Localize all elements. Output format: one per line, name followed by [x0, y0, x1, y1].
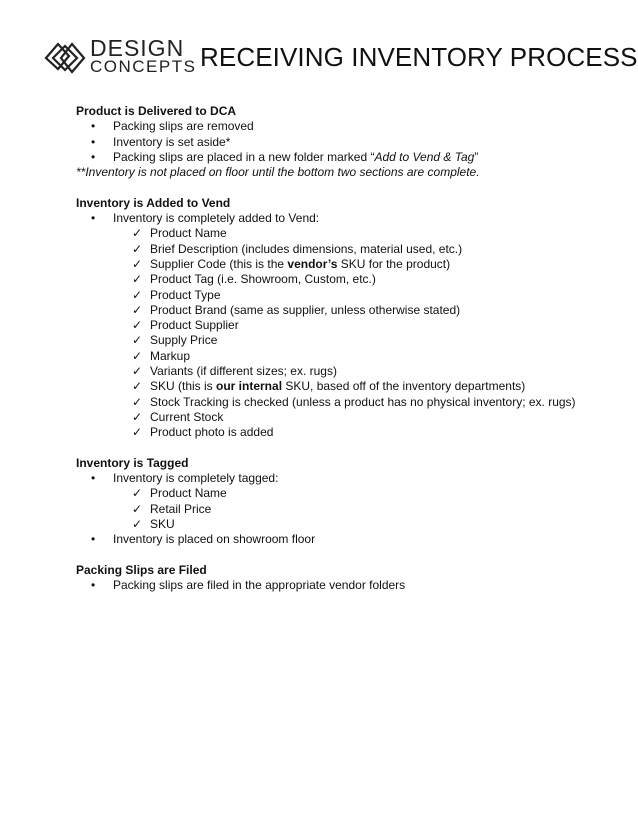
check-icon: ✓ [132, 348, 143, 363]
checklist-item: ✓ Retail Price [132, 501, 212, 516]
check-icon: ✓ [132, 287, 143, 302]
checklist-item: ✓ Markup [132, 348, 191, 363]
check-icon: ✓ [132, 409, 143, 424]
section-vend [76, 196, 596, 441]
check-icon: ✓ [132, 241, 143, 256]
section-delivered [76, 104, 596, 180]
bullet-list [76, 578, 596, 593]
section-tagged [76, 456, 596, 548]
list-item: • Packing slips are removed [76, 119, 596, 134]
checklist-item: ✓ Product Supplier [132, 318, 239, 333]
logo-word-design: DESIGN [90, 35, 185, 61]
checklist-item: ✓ Product photo is added [132, 425, 274, 440]
checklist-item: ✓ Supplier Code (this is the vendor’s SKU for the product) [132, 256, 451, 271]
checklist-item: ✓ Product Type [132, 287, 221, 302]
checklist-item: ✓ Product Brand (same as supplier, unless otherwise stated) [132, 302, 461, 317]
section-title: Inventory is Tagged [76, 455, 189, 470]
bullet-list [76, 119, 596, 165]
list-item: • Inventory is completely added to Vend: ✓ Product Name ✓ Brief Description (includes dimensions, material used, etc.) ✓ Supplier Code (this is the vendor’s SKU for the product) ✓ Product Tag (i.e. Showroom, Custom, etc.) ✓ Product Type ✓ Product Brand (same as supplier, unless otherwise stated) ✓ Product Supplier ✓ Supply Price ✓ Markup ✓ Variants (if different sizes; ex. rugs) ✓ SKU (this is our internal SKU, based off of the inventory departments) ✓ Stock Tracking is checked (unless a product has no physical inventory; ex. rugs) ✓ Current Stock ✓ Product photo is added [76, 211, 596, 440]
checklist-item: ✓ Product Tag (i.e. Showroom, Custom, etc.) [132, 272, 376, 287]
check-icon: ✓ [132, 302, 143, 317]
checklist-item: ✓ Variants (if different sizes; ex. rugs) [132, 364, 337, 379]
section-title: Product is Delivered to DCA [76, 104, 237, 118]
checklist-item: ✓ SKU [132, 517, 175, 532]
check-icon: ✓ [132, 226, 143, 241]
check-icon: ✓ [132, 364, 143, 379]
logo-mark-icon [42, 36, 88, 80]
section-title: Packing Slips are Filed [76, 562, 207, 577]
checklist-item: ✓ Product Name [132, 486, 227, 501]
section-title: Inventory is Added to Vend [76, 195, 231, 210]
checklist-item: ✓ Brief Description (includes dimensions, material used, etc.) [132, 241, 463, 256]
checklist-item: ✓ SKU (this is our internal SKU, based off of the inventory departments) [132, 379, 526, 394]
check-icon: ✓ [132, 501, 143, 516]
footnote: **Inventory is not placed on floor until the bottom two sections are complete. [76, 165, 480, 180]
list-item: • Inventory is set aside* [76, 135, 596, 150]
checklist-item: ✓ Current Stock [132, 409, 224, 424]
list-item: • Packing slips are filed in the appropriate vendor folders [76, 578, 596, 593]
check-icon: ✓ [132, 256, 143, 271]
list-item: • Inventory is completely tagged: ✓ Product Name ✓ Retail Price ✓ SKU [76, 471, 596, 532]
check-icon: ✓ [132, 379, 143, 394]
checklist-item: ✓ Stock Tracking is checked (unless a product has no physical inventory; ex. rugs) [132, 394, 576, 409]
document-title: RECEIVING INVENTORY PROCESS [200, 42, 638, 72]
checklist [113, 486, 596, 532]
list-item: • Packing slips are placed in a new folder marked “Add to Vend & Tag” [76, 150, 596, 165]
check-icon: ✓ [132, 425, 143, 440]
document-body [76, 104, 596, 609]
bullet-list [76, 471, 596, 547]
document-header [42, 30, 638, 86]
check-icon: ✓ [132, 272, 143, 287]
list-item: • Inventory is placed on showroom floor [76, 532, 596, 547]
check-icon: ✓ [132, 517, 143, 532]
section-filed [76, 563, 596, 594]
bullet-list [76, 211, 596, 440]
logo-word-concepts: CONCEPTS [90, 57, 197, 76]
check-icon: ✓ [132, 318, 143, 333]
check-icon: ✓ [132, 486, 143, 501]
check-icon: ✓ [132, 394, 143, 409]
checklist [113, 226, 596, 440]
check-icon: ✓ [132, 333, 143, 348]
checklist-item: ✓ Supply Price [132, 333, 218, 348]
checklist-item: ✓ Product Name [132, 226, 227, 241]
design-concepts-logo [42, 35, 197, 80]
